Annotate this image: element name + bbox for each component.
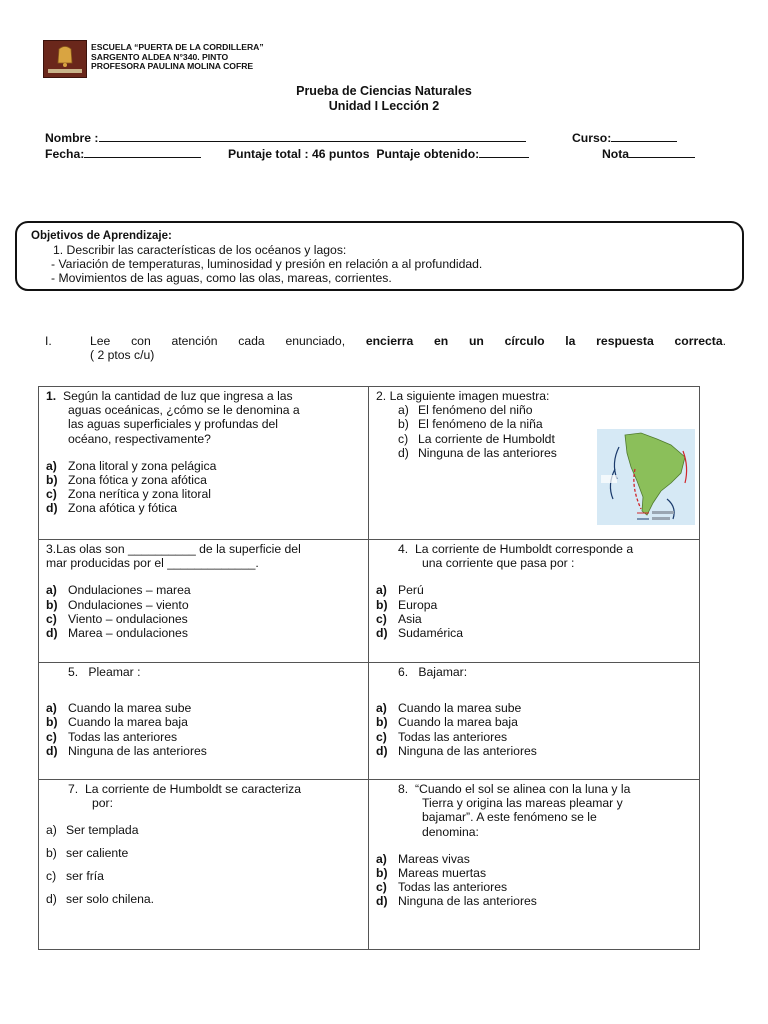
- course-field[interactable]: [611, 130, 677, 142]
- grade-field[interactable]: [629, 146, 695, 158]
- school-info: [91, 43, 264, 72]
- option[interactable]: b) El fenómeno de la niña: [398, 417, 543, 432]
- option[interactable]: b) Zona fótica y zona afótica: [46, 473, 207, 488]
- instruction-lead: Lee con atención cada enunciado,: [90, 334, 346, 348]
- objective-item: - Variación de temperaturas, luminosidad y presión en relación a al profundidad.: [51, 257, 483, 271]
- option[interactable]: c) Zona nerítica y zona litoral: [46, 487, 211, 502]
- options-list: [46, 583, 362, 640]
- option[interactable]: a) Cuando la marea sube: [46, 701, 192, 716]
- options-list: [376, 852, 693, 909]
- question-3: [39, 540, 369, 663]
- options-list: [376, 701, 693, 758]
- option[interactable]: d) Zona afótica y fótica: [46, 501, 178, 516]
- question-4: [369, 540, 700, 663]
- question-stem: 5. Pleamar :: [68, 665, 141, 679]
- option[interactable]: a) Perú: [376, 583, 424, 598]
- question-6: [369, 663, 700, 780]
- south-america-currents-map: [597, 429, 695, 525]
- name-label: Nombre :: [45, 131, 99, 145]
- instruction-end: .: [722, 334, 726, 348]
- question-stem: 6. Bajamar:: [398, 665, 468, 679]
- option[interactable]: a) Cuando la marea sube: [376, 701, 522, 716]
- option[interactable]: c) ser fría: [46, 869, 104, 884]
- option[interactable]: a) El fenómeno del niño: [398, 403, 533, 418]
- option[interactable]: d) Marea – ondulaciones: [46, 626, 188, 641]
- option[interactable]: c) Viento – ondulaciones: [46, 611, 188, 626]
- question-stem: 8. “Cuando el sol se alinea con la luna y la Tierra y origina las mareas pleamar y bajamar”. A este fenómeno se le denomina:: [398, 782, 631, 839]
- school-name: ESCUELA “PUERTA DE LA CORDILLERA”: [91, 42, 264, 52]
- options-list: [46, 459, 362, 516]
- course-row: [572, 130, 677, 145]
- test-title: Prueba de Ciencias Naturales: [296, 84, 472, 98]
- option[interactable]: d) Ninguna de las anteriores: [46, 743, 207, 758]
- question-stem: 2. La siguiente imagen muestra:: [376, 389, 550, 403]
- option[interactable]: c) Todas las anteriores: [376, 729, 508, 744]
- option[interactable]: c) La corriente de Humboldt: [398, 431, 555, 446]
- question-stem: 4. La corriente de Humboldt corresponde a una corriente que pasa por :: [398, 542, 634, 571]
- grade-label: Nota: [602, 147, 630, 161]
- question-stem: 7. La corriente de Humboldt se caracteriza por:: [68, 782, 302, 811]
- option[interactable]: b) Europa: [376, 597, 438, 612]
- option[interactable]: a) Ondulaciones – marea: [46, 583, 191, 598]
- school-address: SARGENTO ALDEA N°340. PINTO: [91, 51, 229, 62]
- option[interactable]: d) Sudamérica: [376, 626, 464, 641]
- date-row: [45, 146, 201, 161]
- question-stem: 1. Según la cantidad de luz que ingresa a las aguas oceánicas, ¿cómo se le denomina a las aguas superficiales y profundas del océano, respectivamente?: [46, 389, 300, 446]
- instruction-bold: encierra en un círculo la respuesta correcta: [365, 334, 723, 348]
- option[interactable]: d) Ninguna de las anteriores: [398, 445, 557, 460]
- option[interactable]: b) Mareas muertas: [376, 866, 487, 881]
- question-7: [39, 780, 369, 950]
- score-row: [228, 146, 529, 161]
- teacher-name: PROFESORA PAULINA MOLINA COFRE: [91, 61, 254, 72]
- options-list: [46, 819, 362, 911]
- name-field[interactable]: [99, 130, 526, 142]
- objectives-title: Objetivos de Aprendizaje:: [31, 230, 172, 242]
- question-5: [39, 663, 369, 780]
- option[interactable]: c) Todas las anteriores: [376, 880, 508, 895]
- grade-row: [602, 146, 695, 161]
- date-field[interactable]: [84, 146, 201, 158]
- question-2: [369, 387, 700, 540]
- school-logo: [43, 40, 87, 78]
- section-number: I.: [45, 334, 52, 348]
- objective-item: 1. Describir las características de los océanos y lagos:: [53, 243, 347, 257]
- option[interactable]: b) Cuando la marea baja: [376, 715, 518, 730]
- questions-table: [38, 386, 700, 950]
- option[interactable]: d) Ninguna de las anteriores: [376, 743, 537, 758]
- test-subtitle: Unidad I Lección 2: [328, 99, 440, 113]
- option[interactable]: c) Asia: [376, 611, 422, 626]
- objectives-box: [15, 221, 744, 291]
- obtained-score-label: Puntaje obtenido:: [376, 147, 480, 161]
- options-list: [46, 701, 362, 758]
- instruction-text: [90, 334, 726, 348]
- option[interactable]: b) Ondulaciones – viento: [46, 597, 189, 612]
- question-8: [369, 780, 700, 950]
- options-list: [376, 583, 693, 640]
- option[interactable]: b) Cuando la marea baja: [46, 715, 188, 730]
- total-score: Puntaje total : 46 puntos: [228, 147, 370, 161]
- course-label: Curso:: [572, 131, 612, 145]
- question-stem: 3.Las olas son __________ de la superficie del mar producidas por el _____________.: [46, 542, 301, 571]
- date-label: Fecha:: [45, 147, 85, 161]
- option[interactable]: d) Ninguna de las anteriores: [376, 894, 537, 909]
- option[interactable]: a) Mareas vivas: [376, 851, 470, 866]
- option[interactable]: c) Todas las anteriores: [46, 729, 178, 744]
- option[interactable]: d) ser solo chilena.: [46, 892, 155, 907]
- obtained-score-field[interactable]: [479, 146, 529, 158]
- option[interactable]: a) Zona litoral y zona pelágica: [46, 458, 217, 473]
- option[interactable]: b) ser caliente: [46, 846, 129, 861]
- name-row: [45, 130, 526, 145]
- option[interactable]: a) Ser templada: [46, 823, 139, 838]
- question-1: [39, 387, 369, 540]
- objective-item: - Movimientos de las aguas, como las olas, mareas, corrientes.: [51, 271, 392, 285]
- instruction-points: ( 2 ptos c/u): [90, 348, 155, 362]
